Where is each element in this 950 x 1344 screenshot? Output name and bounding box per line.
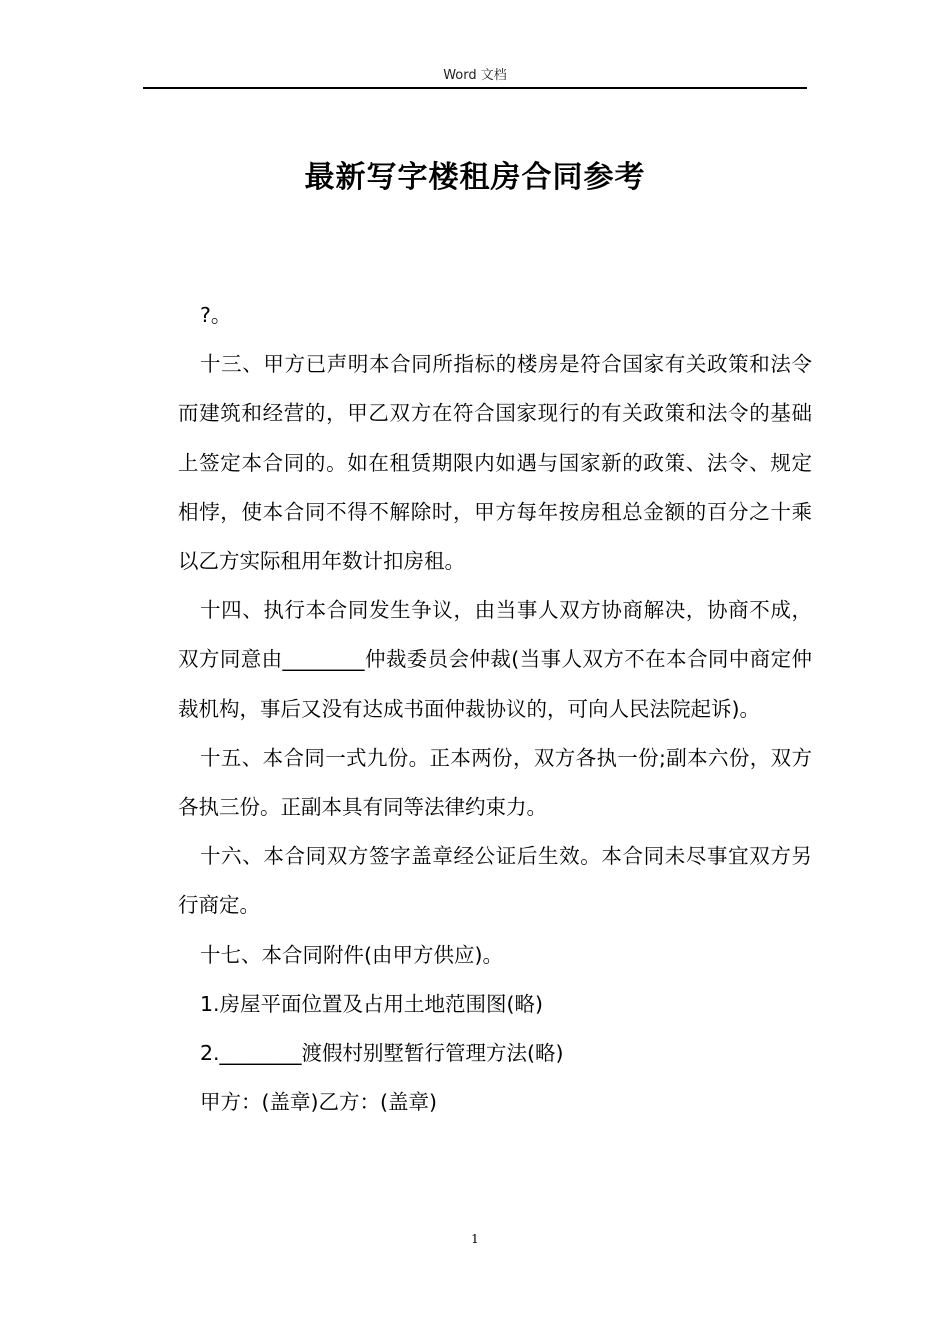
paragraph-intro: ?。 — [200, 303, 232, 327]
page-header: Word 文档 — [443, 68, 507, 83]
paragraph-attachment-2: 2.________渡假村别墅暂行管理方法(略) — [200, 1041, 564, 1066]
paragraph-clause-17: 十七、本合同附件(由甲方供应)。 — [200, 942, 503, 967]
paragraph-signatures: 甲方：(盖章)乙方：(盖章) — [200, 1090, 437, 1115]
document-title: 最新写字楼租房合同参考 — [304, 160, 646, 195]
header-divider — [143, 87, 807, 89]
paragraph-clause-14: 十四、执行本合同发生争议，由当事人双方协商解决，协商不成，双方同意由________仲裁委员会仲裁(当事人双方不在本合同中商定仲裁机构，事后又没有达成书面仲裁协议的，可向人民法院起诉)。 — [178, 598, 812, 721]
paragraph-clause-16: 十六、本合同双方签字盖章经公证后生效。本合同未尽事宜双方另行商定。 — [178, 844, 812, 918]
page-number: 1 — [471, 1232, 479, 1246]
paragraph-clause-13: 十三、甲方已声明本合同所指标的楼房是符合国家有关政策和法令而建筑和经营的，甲乙双方在符合国家现行的有关政策和法令的基础上签定本合同的。如在租赁期限内如遇与国家新的政策、法令、规定相悖，使本合同不得不解除时，甲方每年按房租总金额的百分之十乘以乙方实际租用年数计扣房租。 — [178, 352, 812, 574]
paragraph-clause-15: 十五、本合同一式九份。正本两份，双方各执一份;副本六份，双方各执三份。正副本具有同等法律约束力。 — [178, 745, 812, 820]
paragraph-attachment-1: 1.房屋平面位置及占用土地范围图(略) — [200, 991, 544, 1016]
document-body — [178, 291, 812, 1127]
